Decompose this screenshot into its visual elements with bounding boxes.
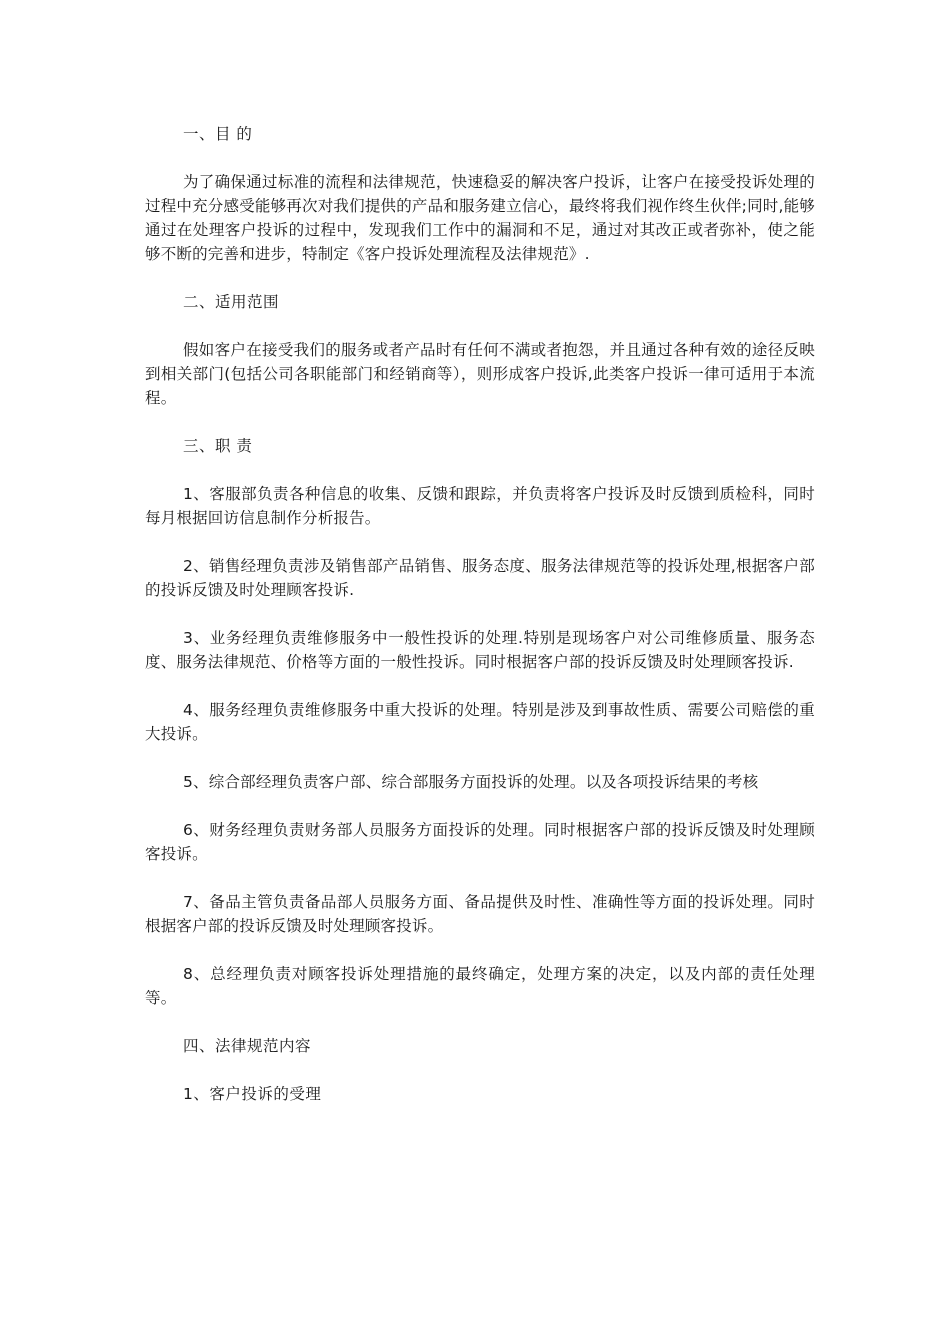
- paragraph-duty-8: 8、总经理负责对顾客投诉处理措施的最终确定，处理方案的决定，以及内部的责任处理等。: [145, 965, 815, 1007]
- paragraph-duty-3: 3、业务经理负责维修服务中一般性投诉的处理.特别是现场客户对公司维修质量、服务态度、服务法律规范、价格等方面的一般性投诉。同时根据客户部的投诉反馈及时处理顾客投诉.: [145, 629, 815, 671]
- document-page: [145, 122, 815, 1130]
- paragraph-duty-6: 6、财务经理负责财务部人员服务方面投诉的处理。同时根据客户部的投诉反馈及时处理顾客投诉。: [145, 821, 815, 863]
- subsection-heading-complaint-acceptance: 1、客户投诉的受理: [183, 1085, 322, 1103]
- paragraph-duty-5: 5、综合部经理负责客户部、综合部服务方面投诉的处理。以及各项投诉结果的考核: [183, 773, 759, 791]
- paragraph-scope: 假如客户在接受我们的服务或者产品时有任何不满或者抱怨，并且通过各种有效的途径反映到相关部门(包括公司各职能部门和经销商等），则形成客户投诉,此类客户投诉一律可适用于本流程。: [145, 341, 815, 407]
- paragraph-duty-1: 1、客服部负责各种信息的收集、反馈和跟踪，并负责将客户投诉及时反馈到质检科，同时每月根据回访信息制作分析报告。: [145, 485, 815, 527]
- paragraph-purpose: 为了确保通过标准的流程和法律规范，快速稳妥的解决客户投诉，让客户在接受投诉处理的过程中充分感受能够再次对我们提供的产品和服务建立信心，最终将我们视作终生伙伴;同时,能够通过在处理客户投诉的过程中，发现我们工作中的漏洞和不足，通过对其改正或者弥补，使之能够不断的完善和进步，特制定《客户投诉处理流程及法律规范》.: [145, 173, 815, 263]
- paragraph-duty-4: 4、服务经理负责维修服务中重大投诉的处理。特别是涉及到事故性质、需要公司赔偿的重大投诉。: [145, 701, 815, 743]
- section-heading-legal-norms: 四、法律规范内容: [183, 1037, 312, 1055]
- paragraph-duty-2: 2、销售经理负责涉及销售部产品销售、服务态度、服务法律规范等的投诉处理,根据客户部的投诉反馈及时处理顾客投诉.: [145, 557, 815, 599]
- section-heading-purpose: 一、目 的: [183, 125, 253, 143]
- section-heading-duties: 三、职 责: [183, 437, 253, 455]
- paragraph-duty-7: 7、备品主管负责备品部人员服务方面、备品提供及时性、准确性等方面的投诉处理。同时根据客户部的投诉反馈及时处理顾客投诉。: [145, 893, 815, 935]
- section-heading-scope: 二、适用范围: [183, 293, 280, 311]
